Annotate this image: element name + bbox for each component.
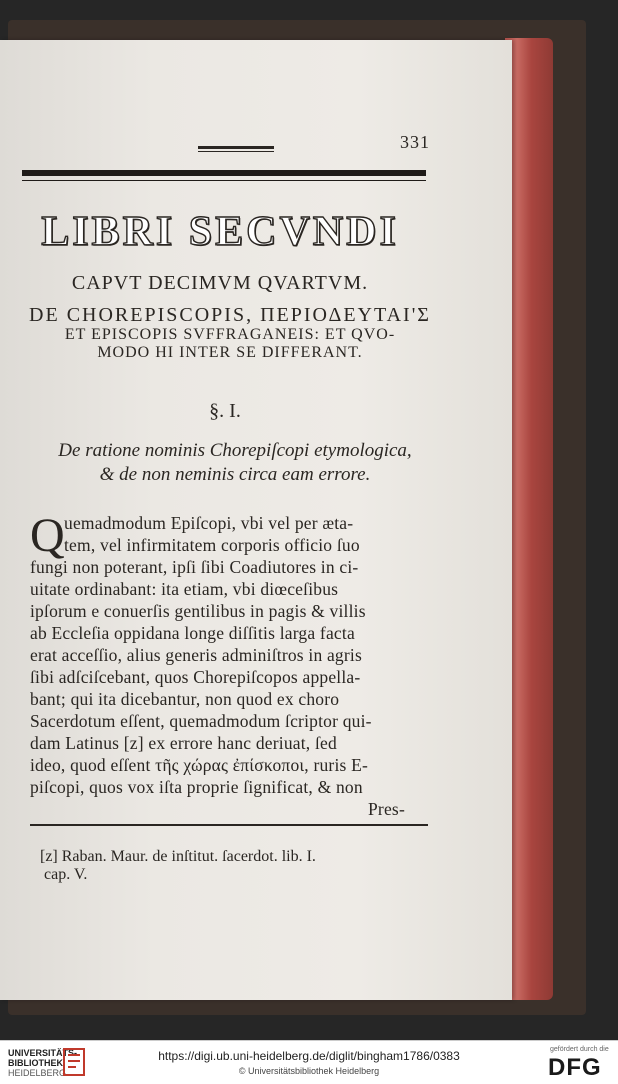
chapter-heading-line: MODO HI INTER SE DIFFERANT.	[97, 344, 363, 361]
footnote-line: cap. V.	[44, 866, 88, 883]
header-rule	[22, 170, 426, 176]
chapter-title: CAPVT DECIMVM QVARTVM.	[71, 272, 369, 294]
body-line: Sacerdotum eſſent, quemadmodum ſcriptor qui-	[30, 711, 372, 731]
book-page	[0, 40, 512, 1000]
body-line: uitate ordinabant: ita etiam, vbi diœceſibus	[30, 579, 339, 599]
section-subtitle-line: De ratione nominis Chorepiſcopi etymologica,	[58, 440, 412, 461]
section-subtitle-line: & de non neminis circa eam errore.	[99, 464, 371, 485]
page-url[interactable]: https://digi.ub.uni-heidelberg.de/diglit/bingham1786/0383	[158, 1049, 460, 1063]
page-edge	[505, 38, 553, 1000]
chapter-heading-line: ET EPISCOPIS SVFFRAGANEIS: ET QVO-	[64, 326, 396, 343]
section-mark: §. I.	[209, 400, 241, 422]
logo-line: HEIDELBERG	[8, 1068, 67, 1078]
footnote-rule	[30, 824, 428, 826]
chapter-heading-line: DE CHOREPISCOPIS, ΠΕΡΙΟΔΕΥΤΑΙ'Σ	[29, 304, 431, 326]
book-title: LIBRI SECVNDI	[41, 209, 399, 255]
viewer-footer	[0, 1040, 618, 1084]
body-line: tem, vel infirmitatem corporis officio ſuo	[64, 535, 360, 555]
body-line: bant; qui ita dicebantur, non quod ex choro	[30, 689, 340, 709]
top-rule-short	[198, 146, 274, 149]
top-rule-short-thin	[198, 151, 274, 152]
funding-note: gefördert durch die	[550, 1046, 609, 1053]
body-line: ſibi adſciſcebant, quos Chorepiſcopos appella-	[30, 667, 361, 687]
logo-line: UNIVERSITÄTS-	[8, 1048, 78, 1058]
body-line: ab Eccleſia oppidana longe diſſitis larga facta	[30, 623, 355, 643]
dfg-logo[interactable]: DFG	[548, 1054, 602, 1081]
catchword: Pres-	[368, 799, 405, 819]
footnote-line: [z] Raban. Maur. de inſtitut. ſacerdot. lib. I.	[40, 848, 316, 865]
body-line: uemadmodum Epiſcopi, vbi vel per æta-	[64, 513, 354, 533]
body-line: ipſorum e conuerſis gentilibus in pagis & villis	[30, 601, 366, 621]
drop-cap: Q	[30, 509, 65, 562]
logo-line: BIBLIOTHEK	[8, 1058, 63, 1068]
body-line: ideo, quod eſſent τῆς χώρας ἐπίσκοποι, ruris E-	[30, 755, 369, 775]
page-number: 331	[400, 132, 430, 152]
copyright-text: © Universitätsbibliothek Heidelberg	[238, 1066, 380, 1076]
body-line: piſcopi, quos vox iſta proprie ſignificat, & non	[30, 777, 363, 797]
body-line: fungi non poterant, ipſi ſibi Coadiutores in ci-	[30, 557, 359, 577]
header-rule-thin	[22, 180, 426, 181]
body-line: dam Latinus [z] ex errore hanc deriuat, ſed	[30, 733, 337, 753]
body-line: erat acceſſio, alius generis adminiſtros in agris	[30, 645, 362, 665]
